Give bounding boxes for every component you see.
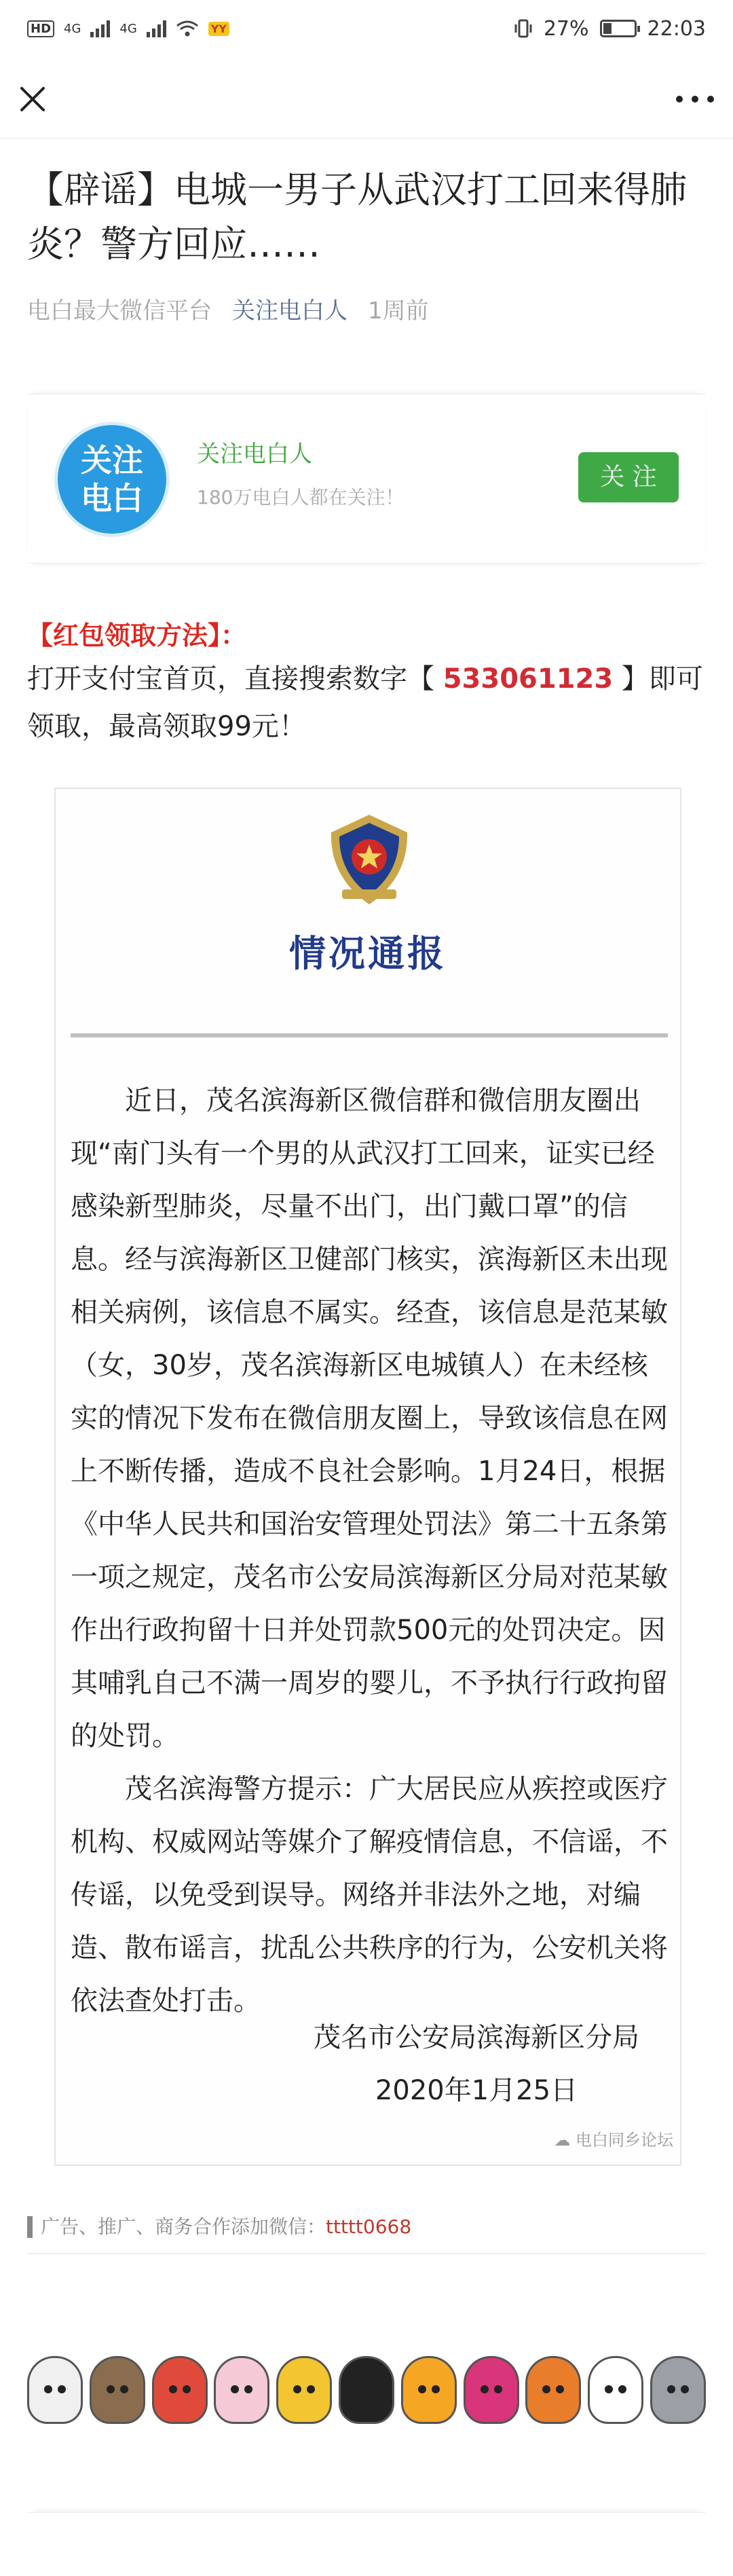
notice-paragraph-2: 茂名滨海警方提示：广大居民应从疾控或医疗机构、权威网站等媒介了解疫情信息，不信谣，不传谣，以免受到误导。网络并非法外之地，对编造、散布谣言，扰乱公共秩序的行为，公安机关将依法查处打击。 <box>71 1773 668 2017</box>
notice-signature-block <box>314 2011 639 2117</box>
emoji-row <box>27 2356 706 2437</box>
emoji-sticker-icon <box>276 2356 332 2424</box>
avatar-text-1: 关注 <box>81 442 143 479</box>
emoji-sticker-icon <box>90 2356 145 2424</box>
notice-body <box>71 1074 668 2027</box>
close-icon[interactable] <box>18 84 48 114</box>
battery-percent: 27% <box>543 16 589 41</box>
signal-icon-1 <box>90 20 110 37</box>
account-card[interactable] <box>27 394 706 564</box>
emoji-sticker-icon <box>214 2356 269 2424</box>
status-bar <box>0 0 733 57</box>
ad-text: 广告、推广、商务合作添加微信： <box>41 2215 326 2238</box>
notice-signature: 茂名市公安局滨海新区分局 <box>314 2022 639 2053</box>
hd-badge: HD <box>27 20 54 37</box>
emoji-sticker-icon <box>650 2356 706 2424</box>
avatar[interactable] <box>54 422 170 537</box>
watermark: ☁ 电白同乡论坛 <box>554 2131 673 2150</box>
nav-bar <box>0 57 733 139</box>
clock: 22:03 <box>647 16 706 41</box>
account-name[interactable]: 关注电白人 <box>197 441 312 468</box>
account-link[interactable]: 关注电白人 <box>232 297 347 325</box>
notice-date: 2020年1月25日 <box>375 2075 578 2106</box>
promo-code: 533061123 <box>443 663 614 695</box>
notice-image <box>54 788 681 2166</box>
emoji-sticker-icon <box>27 2356 83 2424</box>
article-source: 电白最大微信平台 <box>27 297 212 325</box>
notice-divider <box>71 1033 668 1037</box>
account-subtitle: 180万电白人都在关注！ <box>197 486 405 509</box>
emoji-sticker-icon <box>152 2356 208 2424</box>
emoji-sticker-icon <box>588 2356 643 2424</box>
wifi-icon <box>176 20 199 37</box>
article-meta <box>27 292 429 325</box>
signal-label-1: 4G <box>64 21 81 36</box>
promo-text-after: 】即可领取，最高领取99元！ <box>27 663 703 742</box>
emoji-sticker-icon <box>464 2356 519 2424</box>
ad-line <box>27 2213 706 2254</box>
follow-button[interactable]: 关 注 <box>578 452 679 502</box>
app-badge: YY <box>208 22 229 36</box>
signal-icon-2 <box>147 20 166 37</box>
notice-title: 情况通报 <box>289 932 447 975</box>
emoji-sticker-icon <box>401 2356 457 2424</box>
watermark-text: 电白同乡论坛 <box>576 2131 673 2150</box>
avatar-text-2: 电白 <box>81 480 143 517</box>
emoji-sticker-icon <box>525 2356 581 2424</box>
police-emblem-icon <box>322 809 417 911</box>
vibrate-icon <box>514 18 533 39</box>
bottom-card <box>27 2512 706 2576</box>
article-title: 【辟谣】电城一男子从武汉打工回来得肺炎？警方回应…… <box>27 168 687 265</box>
promo-text-before: 打开支付宝首页，直接搜索数字【 <box>27 663 443 695</box>
emoji-sticker-icon <box>339 2356 394 2424</box>
signal-label-2: 4G <box>119 21 137 36</box>
promo-heading: 【红包领取方法】： <box>27 621 247 650</box>
notice-paragraph-1: 近日，茂名滨海新区微信群和微信朋友圈出现“南门头有一个男的从武汉打工回来，证实已经感染新型肺炎，尽量不出门，出门戴口罩”的信息。经与滨海新区卫健部门核实，滨海新区未出现相关病例，该信息不属实。经查，该信息是范某敏（女，30岁，茂名滨海新区电城镇人）在未经核实的情况下发布在微信朋友圈上，导致该信息在网上不断传播，造成不良社会影响。1月24日，根据《中华人民共和国治安管理处罚法》第二十五条第一项之规定，茂名市公安局滨海新区分局对范某敏作出行政拘留十日并处罚款500元的处罚决定。因其哺乳自己不满一周岁的婴儿，不予执行行政拘留的处罚。 <box>71 1085 668 1752</box>
battery-fill <box>603 23 612 34</box>
ad-wechat: ttttt0668 <box>326 2215 412 2238</box>
article-time: 1周前 <box>368 297 429 325</box>
promo-text <box>27 655 706 750</box>
battery-icon <box>600 20 637 37</box>
more-icon[interactable] <box>676 84 714 114</box>
